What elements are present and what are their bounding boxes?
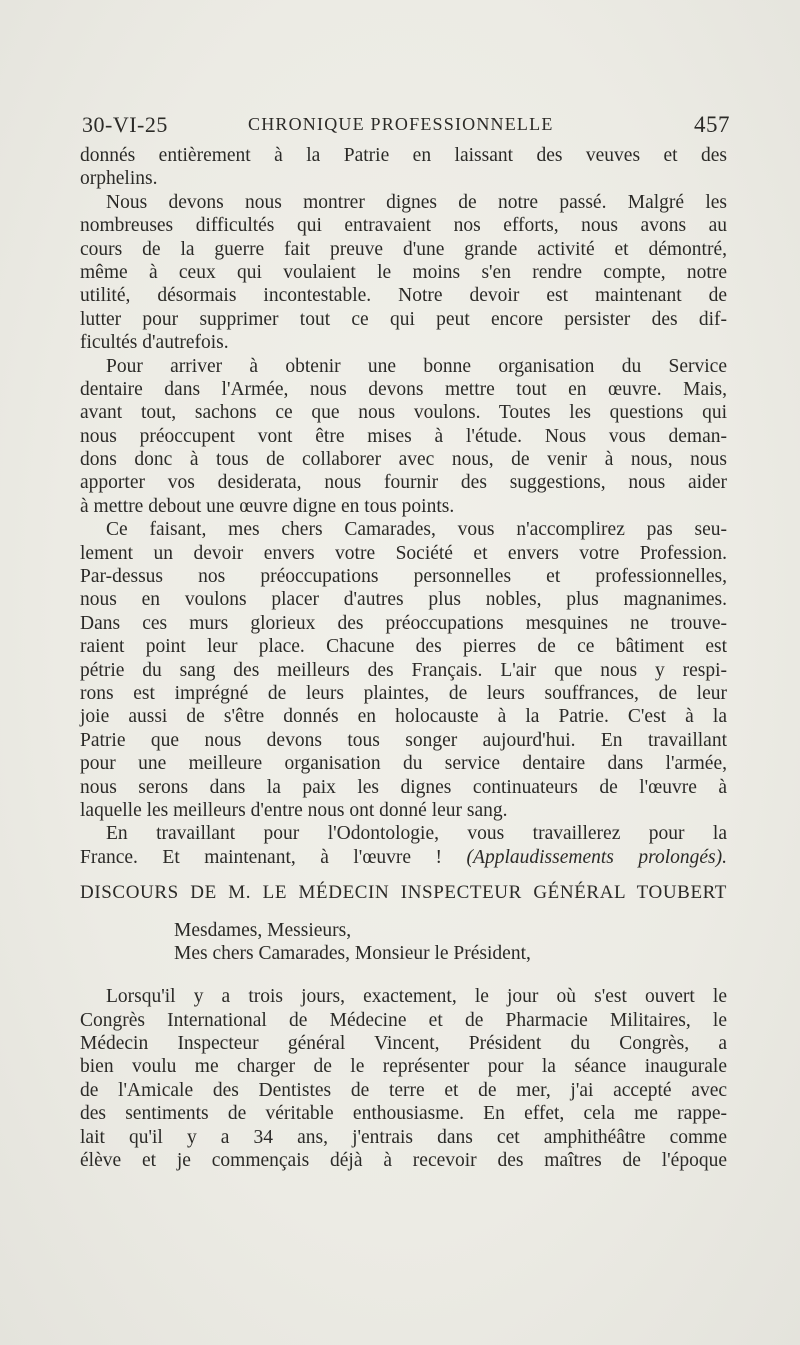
text-line: des sentiments de véritable enthousiasme. En effet, cela me rappe- [80, 1103, 727, 1125]
text-line: Médecin Inspecteur général Vincent, Président du Congrès, a [80, 1033, 727, 1055]
text-fragment: France. Et maintenant, à l'œuvre ! [80, 846, 443, 868]
text-line: lement un devoir envers votre Société et envers votre Profession. [80, 542, 727, 564]
text-line: donnés entièrement à la Patrie en laissant des veuves et des [80, 145, 727, 166]
text-line: joie aussi de s'être donnés en holocauste à la Patrie. C'est à la [80, 706, 727, 728]
text-line: pétrie du sang des meilleurs des Français. L'air que nous y respi- [80, 659, 727, 681]
text-line: Congrès International de Médecine et de Pharmacie Militaires, le [80, 1009, 727, 1031]
text-line: Pour arriver à obtenir une bonne organisation du Service [106, 355, 727, 377]
header-date: 30-VI-25 [82, 112, 168, 137]
text-line: En travaillant pour l'Odontologie, vous travaillerez pour la [106, 823, 727, 845]
text-line: Ce faisant, mes chers Camarades, vous n'accomplirez pas seu- [106, 519, 727, 541]
text-line: bien voulu me charger de le représenter pour la séance inaugurale [80, 1056, 727, 1078]
text-line: nous en voulons placer d'autres plus nobles, plus magnanimes. [80, 589, 727, 611]
salutation-line: Mes chers Camarades, Monsieur le Président, [174, 942, 531, 964]
header-title: CHRONIQUE PROFESSIONNELLE [248, 114, 554, 134]
text-line: à mettre debout une œuvre digne en tous points. [80, 495, 455, 517]
page-body [80, 144, 727, 1172]
text-line: nous préoccupent vont être mises à l'étude. Nous vous deman- [80, 425, 727, 447]
text-line: orphelins. [80, 168, 158, 190]
text-line: Nous devons nous montrer dignes de notre passé. Malgré les [106, 191, 727, 213]
page-number: 457 [694, 112, 730, 137]
text-line: Par-dessus nos préoccupations personnelles et professionnelles, [80, 566, 727, 588]
text-line: nous serons dans la paix les dignes continuateurs de l'œuvre à [80, 776, 727, 798]
text-line: dons donc à tous de collaborer avec nous, de venir à nous, nous [80, 449, 727, 471]
text-line: apporter vos desiderata, nous fournir des suggestions, nous aider [80, 472, 727, 494]
text-line: lait qu'il y a 34 ans, j'entrais dans cet amphithéâtre comme [80, 1126, 727, 1148]
text-line: de l'Amicale des Dentistes de terre et de mer, j'ai accepté avec [80, 1079, 727, 1101]
text-line: même à ceux qui voulaient le moins s'en rendre compte, notre [80, 261, 727, 283]
section-heading: DISCOURS DE M. LE MÉDECIN INSPECTEUR GÉNÉRAL TOUBERT [80, 882, 727, 904]
applause-note: (Applaudissements prolongés). [466, 846, 727, 868]
text-line: dentaire dans l'Armée, nous devons mettre tout en œuvre. Mais, [80, 378, 727, 400]
text-line: laquelle les meilleurs d'entre nous ont donné leur sang. [80, 799, 508, 821]
text-line: ficultés d'autrefois. [80, 332, 229, 354]
running-header [82, 112, 730, 146]
salutation-line: Mesdames, Messieurs, [174, 919, 352, 941]
text-line [80, 846, 727, 869]
text-line: utilité, désormais incontestable. Notre devoir est maintenant de [80, 285, 727, 307]
text-line: raient point leur place. Chacune des pierres de ce bâtiment est [80, 636, 727, 658]
text-line: élève et je commençais déjà à recevoir des maîtres de l'époque [80, 1150, 727, 1172]
text-line: nombreuses difficultés qui entravaient nos efforts, nous avons au [80, 215, 727, 237]
text-line: rons est imprégné de leurs plaintes, de leurs souffrances, de leur [80, 682, 727, 704]
text-line: pour une meilleure organisation du service dentaire dans l'armée, [80, 753, 727, 775]
text-line: Dans ces murs glorieux des préoccupations mesquines ne trouve- [80, 612, 727, 634]
text-line: lutter pour supprimer tout ce qui peut encore persister des dif- [80, 308, 727, 330]
text-line: Patrie que nous devons tous songer aujourd'hui. En travaillant [80, 729, 727, 751]
text-line: Lorsqu'il y a trois jours, exactement, le jour où s'est ouvert le [106, 986, 727, 1008]
text-line: cours de la guerre fait preuve d'une grande activité et démontré, [80, 238, 727, 260]
text-line: avant tout, sachons ce que nous voulons. Toutes les questions qui [80, 402, 727, 424]
